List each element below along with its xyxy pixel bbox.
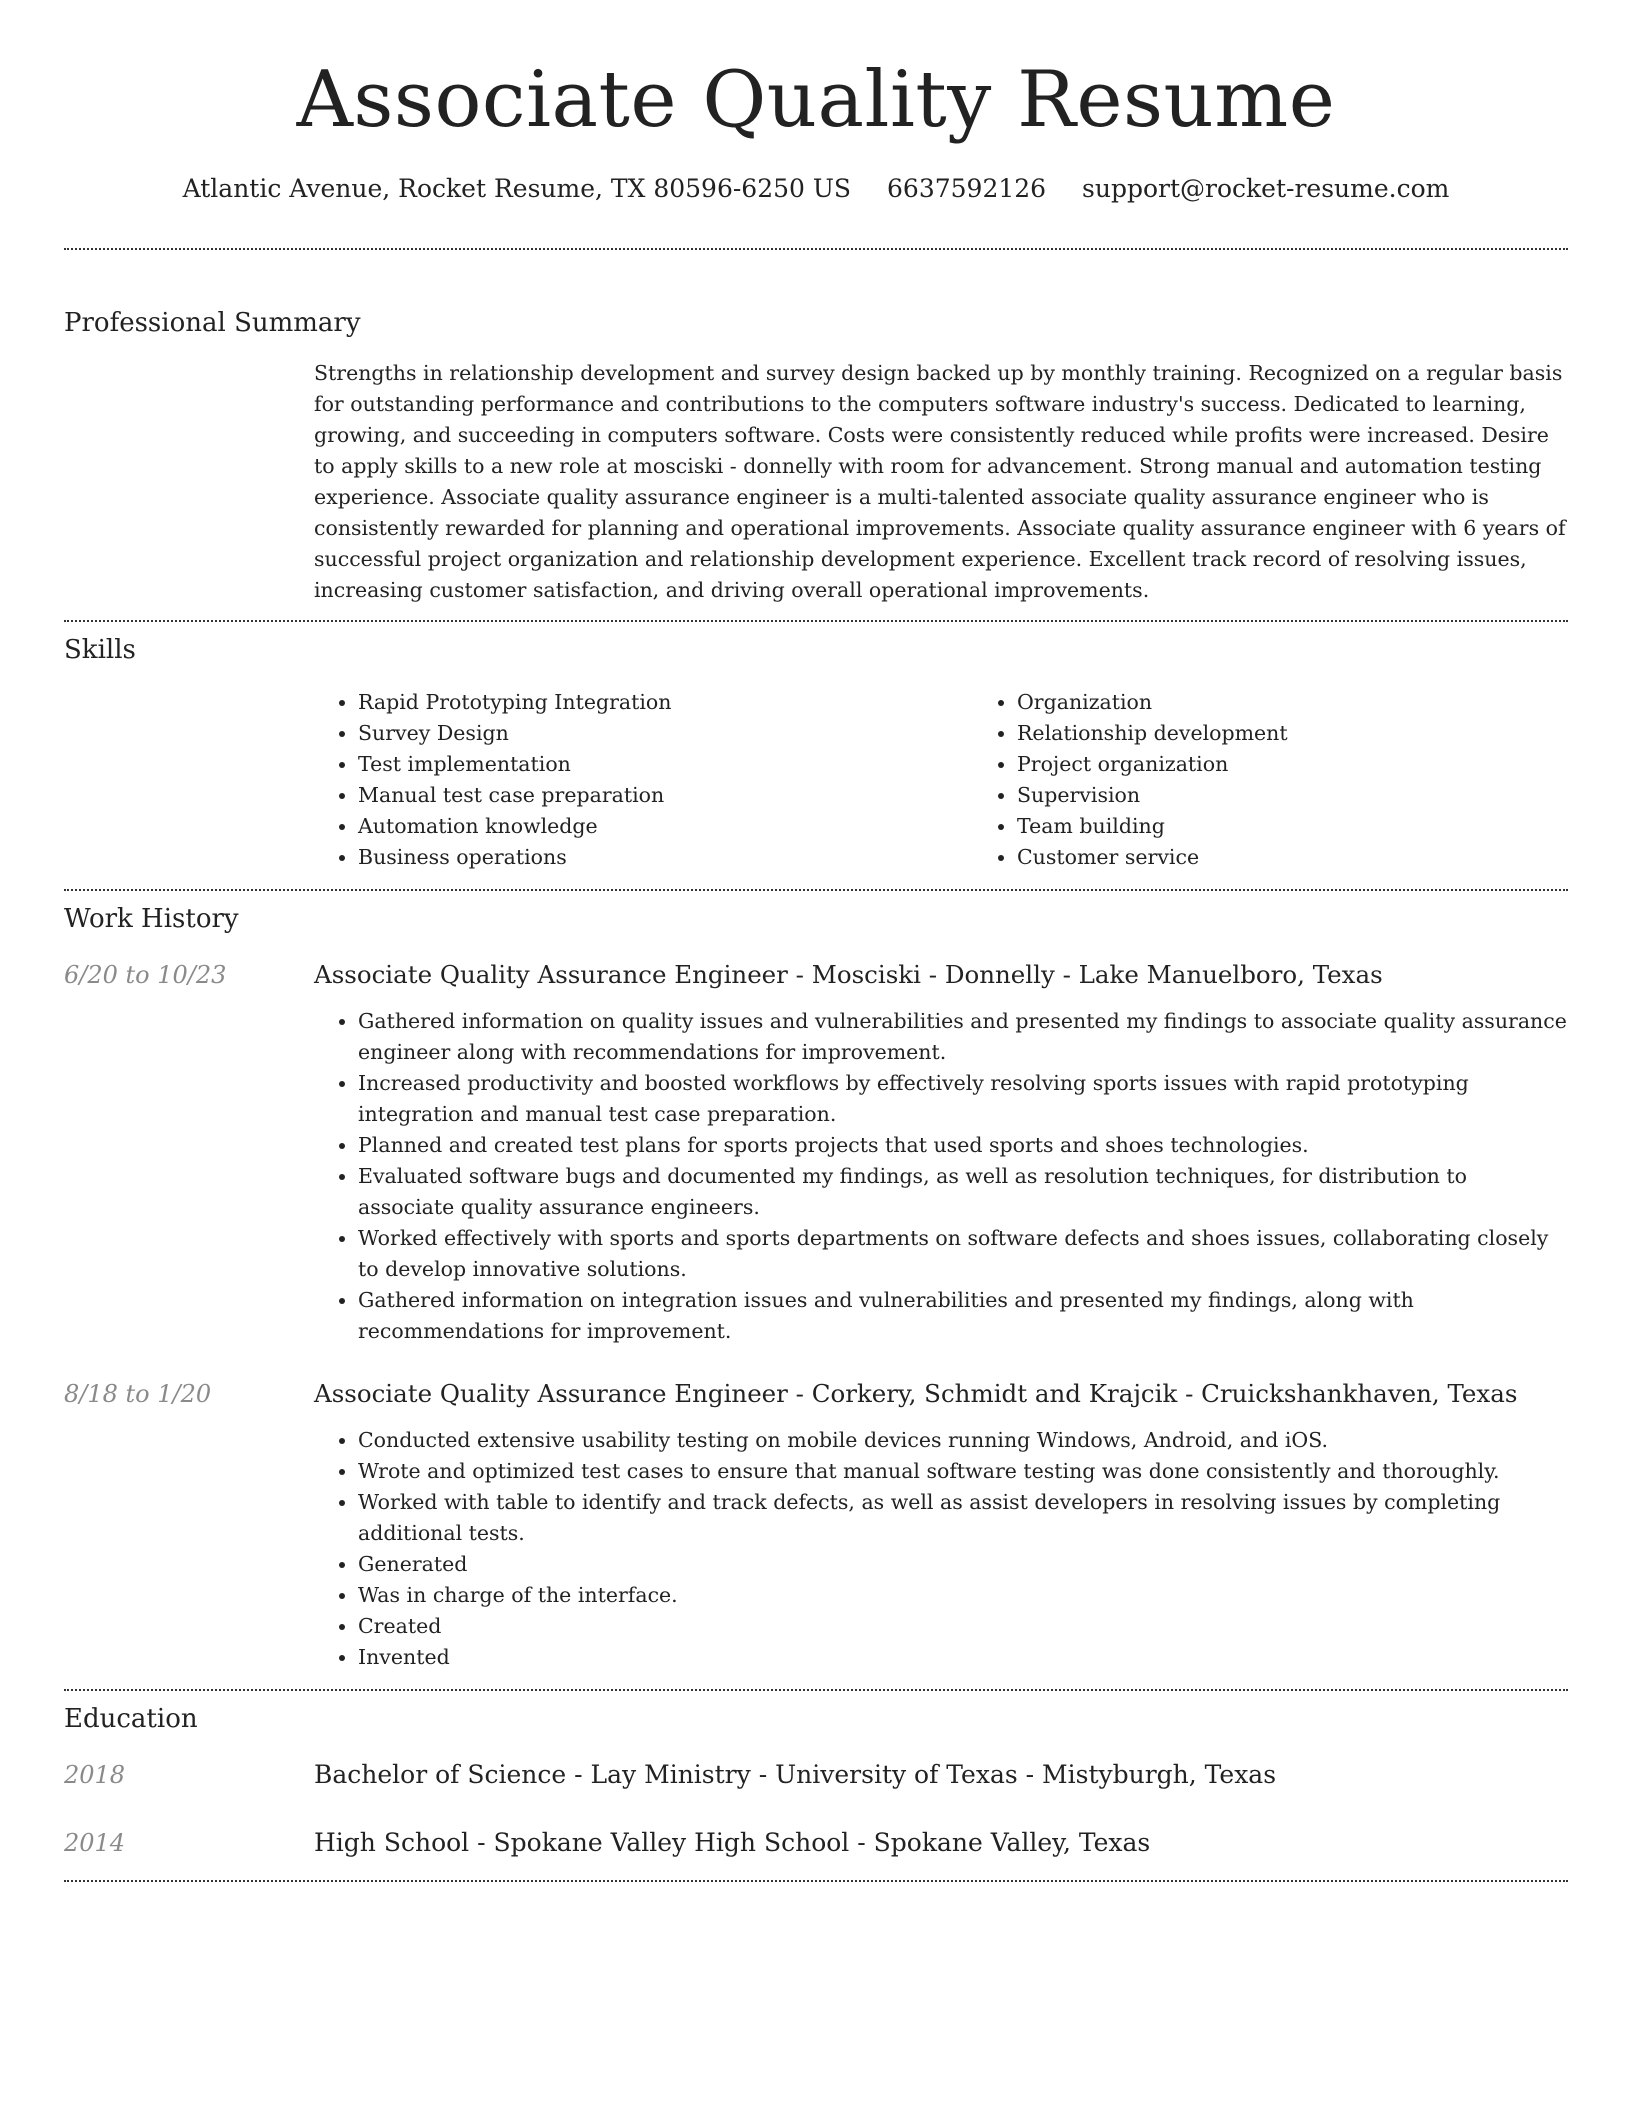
job-bullet: • Worked with table to identify and track defects, as well as assist developers in resolving issues by completing additional tests. [358,1487,1568,1549]
resume-page [64,0,1568,1882]
job-bullet: • Gathered information on quality issues and vulnerabilities and presented my findings to associate quality assurance engineer along with recommendations for improvement. [358,1006,1568,1068]
education-title: Bachelor of Science - Lay Ministry - University of Texas - Mistyburgh, Texas [314,1760,1277,1789]
section-heading-education: Education [64,1704,198,1734]
job-dates: 6/20 to 10/23 [64,961,227,989]
address: Atlantic Avenue, Rocket Resume, TX 80596-6250 US [182,174,852,203]
education-entry [64,1758,1568,1792]
summary-section [64,250,1568,606]
skill-item: • Automation knowledge [358,811,973,842]
education-year: 2014 [64,1829,126,1857]
job-bullets [314,1425,1568,1673]
job-title: Associate Quality Assurance Engineer - Mosciski - Donnelly - Lake Manuelboro, Texas [314,960,1383,989]
resume-title: Associate Quality Resume [296,55,1336,145]
skill-item: • Project organization [1017,749,1632,780]
skill-item: • Relationship development [1017,718,1632,749]
job-entry [64,1377,1568,1673]
skill-item: • Organization [1017,687,1632,718]
job-bullet: • Increased productivity and boosted workflows by effectively resolving sports issues with rapid prototyping integration and manual test case preparation. [358,1068,1568,1130]
skill-item: • Survey Design [358,718,973,749]
skill-item: • Rapid Prototyping Integration [358,687,973,718]
section-divider [64,1880,1568,1882]
skills-list-left [314,687,973,873]
job-bullet: • Worked effectively with sports and sports departments on software defects and shoes issues, collaborating closely to develop innovative solutions. [358,1223,1568,1285]
education-entry [64,1826,1568,1860]
education-title: High School - Spokane Valley High School - Spokane Valley, Texas [314,1828,1151,1857]
skill-item: • Business operations [358,842,973,873]
job-bullet: • Conducted extensive usability testing on mobile devices running Windows, Android, and iOS. [358,1425,1568,1456]
work-section [64,891,1568,1673]
skill-item: • Team building [1017,811,1632,842]
education-section [64,1691,1568,1860]
section-heading-work: Work History [64,904,239,934]
job-bullet: • Wrote and optimized test cases to ensure that manual software testing was done consistently and thoroughly. [358,1456,1568,1487]
summary-text: Strengths in relationship development and survey design backed up by monthly training. Recognized on a regular basis for outstanding performance and contributions to the computers software industry's success. Dedicated to learning, growing, and succeeding in computers software. Costs were consistently reduced while profits were increased. Desire to apply skills to a new role at mosciski - donnelly with room for advancement. Strong manual and automation testing experience. Associate quality assurance engineer is a multi-talented associate quality assurance engineer who is consistently rewarded for planning and operational improvements. Associate quality assurance engineer with 6 years of successful project organization and relationship development experience. Excellent track record of resolving issues, increasing customer satisfaction, and driving overall operational improvements. [314,361,1566,602]
job-bullet: • Created [358,1611,1568,1642]
job-bullet: • Planned and created test plans for sports projects that used sports and shoes technologies. [358,1130,1568,1161]
skills-section [64,622,1568,873]
job-title: Associate Quality Assurance Engineer - Corkery, Schmidt and Krajcik - Cruickshankhaven, Texas [314,1379,1518,1408]
section-heading-skills: Skills [64,635,136,665]
job-bullet: • Generated [358,1549,1568,1580]
skill-item: • Customer service [1017,842,1632,873]
job-bullet: • Invented [358,1642,1568,1673]
skill-item: • Test implementation [358,749,973,780]
job-bullets [314,1006,1568,1347]
job-bullet: • Evaluated software bugs and documented my findings, as well as resolution techniques, for distribution to associate quality assurance engineers. [358,1161,1568,1223]
job-entry [64,958,1568,1347]
education-year: 2018 [64,1761,126,1789]
skills-list-right [973,687,1632,873]
section-heading-summary: Professional Summary [64,308,361,338]
contact-line [64,172,1568,206]
phone: 6637592126 [887,174,1047,203]
email[interactable]: support@rocket-resume.com [1082,174,1450,203]
job-bullet: • Gathered information on integration issues and vulnerabilities and presented my findings, along with recommendations for improvement. [358,1285,1568,1347]
job-bullet: • Was in charge of the interface. [358,1580,1568,1611]
skill-item: • Manual test case preparation [358,780,973,811]
job-dates: 8/18 to 1/20 [64,1380,212,1408]
skill-item: • Supervision [1017,780,1632,811]
